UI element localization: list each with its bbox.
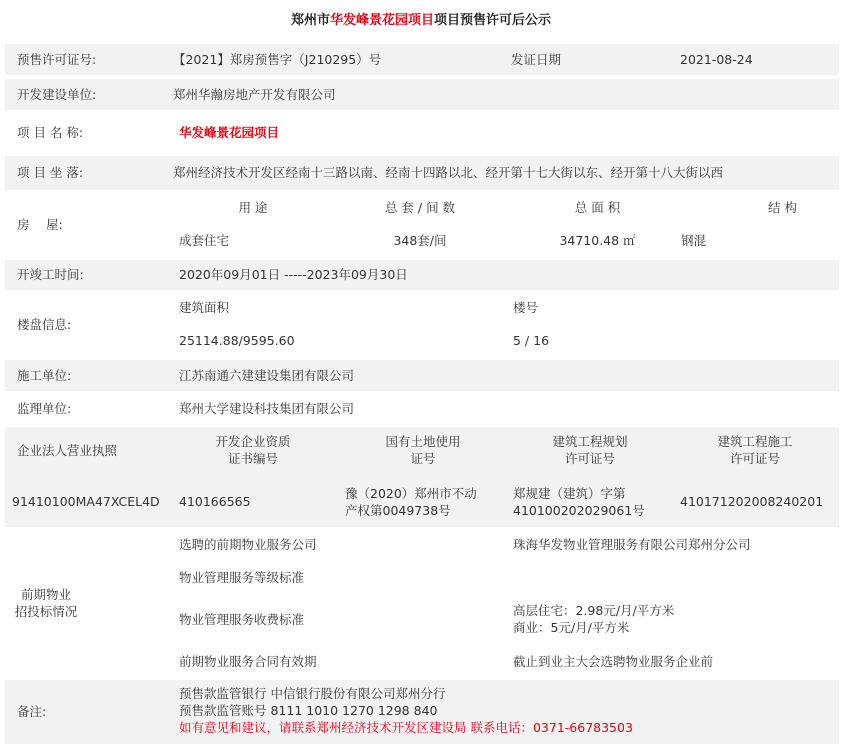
housing-area-value: 34710.48 ㎡	[559, 233, 636, 248]
service-fee-commercial: 商业：5元/月/平方米	[513, 620, 630, 635]
construction-permit-value: 410171202008240201	[680, 494, 824, 509]
building-area-label: 建筑面积	[179, 300, 230, 315]
housing-header-area: 总 面 积	[574, 200, 621, 215]
contract-validity-value: 截止到业主大会选聘物业服务企业前	[513, 654, 714, 669]
construction-permit-header-2: 许可证号	[729, 451, 780, 466]
property-mgmt-label-2: 招投标情况	[14, 604, 78, 619]
housing-header-structure: 结 构	[768, 200, 797, 215]
project-name-label: 项 目 名 称:	[17, 125, 84, 140]
housing-structure-value: 钢混	[681, 233, 707, 248]
planning-permit-header-2: 许可证号	[564, 451, 615, 466]
service-fee-label: 物业管理服务收费标准	[179, 612, 305, 627]
planning-permit-value-1: 郑规建（建筑）字第	[513, 486, 626, 501]
building-info-label: 楼盘信息:	[17, 317, 72, 332]
supervision-account: 预售款监管账号 8111 1010 1270 1298 840	[179, 703, 438, 718]
land-cert-value-1: 豫（2020）郑州市不动	[345, 486, 477, 501]
service-fee-residential: 高层住宅：2.98元/月/平方米	[513, 603, 675, 618]
building-number-value: 5 / 16	[513, 333, 550, 348]
contract-validity-label: 前期物业服务合同有效期	[179, 654, 317, 669]
property-management-row	[5, 530, 839, 677]
developer-row	[5, 79, 839, 110]
housing-label: 房 屋:	[17, 217, 63, 232]
supervisor-row	[5, 394, 839, 424]
issue-date-value: 2021-08-24	[680, 52, 753, 67]
supervisor-value: 郑州大学建设科技集团有限公司	[179, 401, 355, 416]
permit-label: 预售许可证号:	[17, 52, 97, 67]
planning-permit-header-1: 建筑工程规划	[552, 434, 628, 449]
property-mgmt-label-1: 前期物业	[20, 587, 71, 602]
land-cert-header-2: 证号	[410, 451, 436, 466]
supervision-bank: 预售款监管银行 中信银行股份有限公司郑州分行	[179, 686, 446, 701]
qualification-value: 410166565	[179, 494, 251, 509]
planning-permit-value-2: 410100202029061号	[513, 503, 645, 518]
housing-header-use: 用 途	[238, 200, 268, 215]
title-suffix: 项目预售许可后公示	[434, 13, 552, 28]
building-number-label: 楼号	[513, 300, 539, 315]
housing-header-units: 总 套 / 间 数	[384, 200, 456, 215]
housing-row	[5, 193, 839, 257]
remarks-row	[5, 680, 839, 744]
licenses-row	[5, 427, 839, 527]
property-company-label: 选聘的前期物业服务公司	[179, 537, 317, 552]
qualification-header-1: 开发企业资质	[215, 434, 291, 449]
developer-value: 郑州华瀚房地产开发有限公司	[173, 87, 336, 102]
qualification-header-2: 证书编号	[227, 451, 278, 466]
project-name-row	[5, 114, 839, 152]
property-company-value: 珠海华发物业管理服务有限公司郑州分公司	[513, 537, 751, 552]
housing-use-value: 成套住宅	[179, 233, 230, 248]
business-license-value: 91410100MA47XCEL4D	[12, 494, 160, 509]
contractor-row	[5, 360, 839, 391]
land-cert-header-1: 国有土地使用	[385, 434, 461, 449]
land-cert-value-2: 产权第0049738号	[345, 503, 451, 518]
building-info-row	[5, 293, 839, 356]
title-project: 华发峰景花园项目	[329, 13, 434, 28]
remarks-label: 备注:	[17, 704, 47, 719]
contractor-label: 施工单位:	[17, 368, 72, 383]
construction-period-row	[5, 260, 839, 290]
location-label: 项 目 坐 落:	[17, 165, 84, 180]
construction-permit-header-1: 建筑工程施工	[717, 434, 793, 449]
contractor-value: 江苏南通六建建设集团有限公司	[179, 368, 355, 383]
page-title	[0, 9, 842, 28]
contact-info: 如有意见和建议，请联系郑州经济技术开发区建设局 联系电话：0371-66783503	[179, 720, 633, 735]
housing-units-value: 348套/间	[393, 233, 447, 248]
service-level-label: 物业管理服务等级标准	[179, 570, 305, 585]
developer-label: 开发建设单位:	[17, 87, 97, 102]
permit-row	[5, 44, 839, 75]
construction-period-value: 2020年09月01日 -----2023年09月30日	[179, 267, 408, 282]
business-license-label: 企业法人营业执照	[17, 443, 118, 458]
project-name-value: 华发峰景花园项目	[179, 125, 280, 140]
building-area-value: 25114.88/9595.60	[179, 333, 295, 348]
permit-value: 【2021】郑房预售字（J210295）号	[173, 52, 382, 67]
issue-date-label: 发证日期	[511, 52, 562, 67]
location-value: 郑州经济技术开发区经南十三路以南、经南十四路以北、经开第十七大街以东、经开第十八大街以西	[173, 165, 724, 180]
title-prefix: 郑州市	[290, 13, 330, 28]
construction-period-label: 开竣工时间:	[17, 267, 84, 282]
supervisor-label: 监理单位:	[17, 401, 72, 416]
location-row	[5, 156, 839, 190]
